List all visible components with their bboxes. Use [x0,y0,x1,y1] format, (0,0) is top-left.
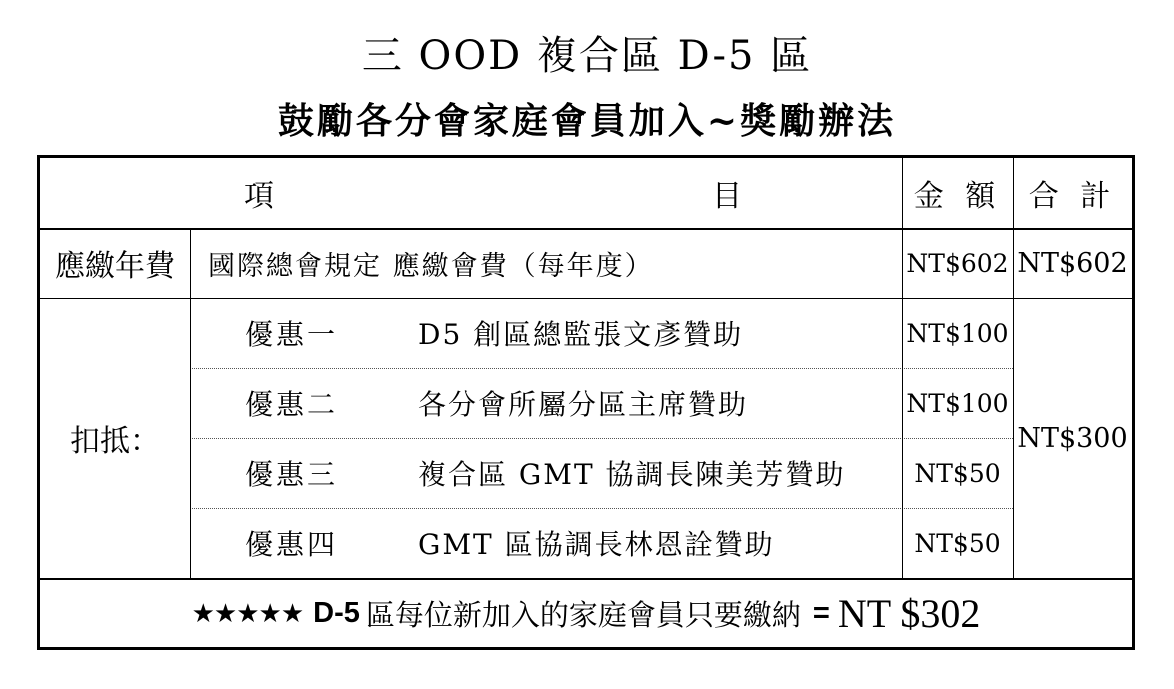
dues-label: 應繳年費 [55,250,175,283]
title-line-2: 鼓勵各分會家庭會員加入~獎勵辦法 [277,100,897,142]
discount-sponsor: D5 創區總監張文彥贊助 [418,318,744,351]
title-line-1: 三 OOD 複合區 D-5 區 [361,33,813,79]
discount-sponsor: GMT 區協調長林恩詮贊助 [418,528,775,561]
district-code: D-5 [313,596,360,629]
final-price: NT $302 [837,590,981,636]
discount-sponsor: 各分會所屬分區主席贊助 [418,388,749,421]
deduction-label: 扣抵： [70,425,160,458]
dues-amount: NT$602 [906,248,1009,278]
discount-name: 優惠三 [245,458,339,491]
discount-amount: NT$100 [906,388,1009,418]
discount-amount: NT$100 [906,318,1009,348]
discount-name: 優惠一 [245,318,339,351]
header-amount: 金 額 [913,179,1002,214]
footer-text: 區每位新加入的家庭會員只要繳納 [365,599,801,632]
discount-sponsor: 複合區 GMT 協調長陳美芳贊助 [418,458,846,491]
discount-name: 優惠二 [245,388,339,421]
header-item-2: 目 [712,179,750,214]
discount-name: 優惠四 [245,528,339,561]
deduction-total: NT$300 [1017,422,1128,454]
equals-sign: = [812,596,830,629]
discount-amount: NT$50 [914,528,1001,558]
rewards-table [37,155,1135,650]
col-divider-item [190,228,191,578]
star-icon: ★★★★★ [191,597,304,628]
footer-summary [40,579,1132,647]
dues-description: 國際總會規定 應繳會費（每年度） [208,250,654,282]
discount-amount: NT$50 [914,458,1001,488]
dues-total: NT$602 [1017,247,1128,279]
header-total: 合 計 [1028,179,1117,214]
header-item: 項 [244,179,282,214]
